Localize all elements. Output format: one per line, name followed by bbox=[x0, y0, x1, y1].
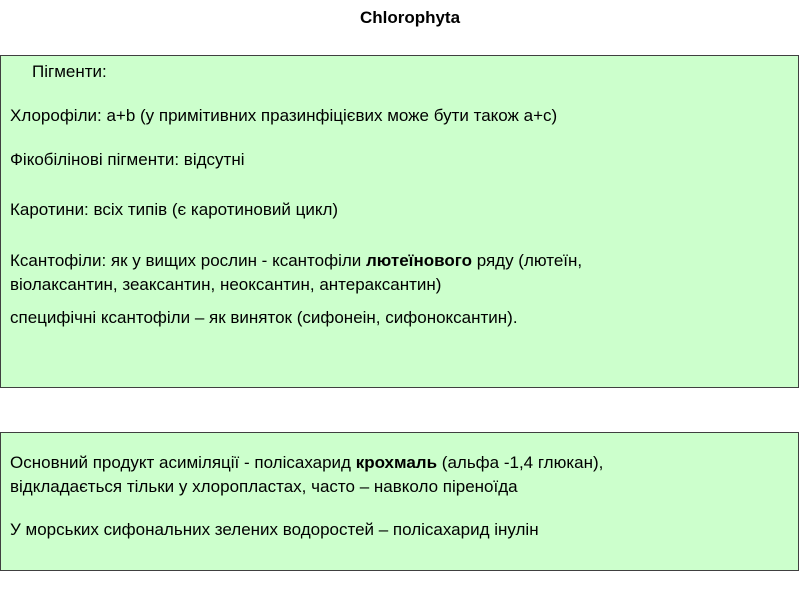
product-box bbox=[0, 432, 799, 571]
xanthophylls-prefix: Ксантофіли: як у вищих рослин - ксантофіли bbox=[10, 251, 366, 270]
assimilation-suffix: (альфа -1,4 глюкан), bbox=[437, 453, 604, 472]
xanthophylls-suffix: ряду (лютеїн, bbox=[471, 251, 583, 270]
slide-title: Chlorophyta bbox=[359, 8, 461, 27]
pigments-box bbox=[0, 55, 799, 388]
xanthophylls-line-1 bbox=[10, 250, 790, 272]
pigments-heading: Пігменти: bbox=[32, 62, 107, 81]
assimilation-line-1 bbox=[10, 452, 790, 474]
assimilation-line-2: відкладається тільки у хлоропластах, часто – навколо піреноїда bbox=[10, 477, 518, 496]
xanthophylls-line-2: віолаксантин, зеаксантин, неоксантин, антераксантин) bbox=[10, 275, 442, 294]
xanthophylls-bold: лютеїнового bbox=[366, 251, 472, 270]
marine-siphonal-text: У морських сифональних зелених водоростей – полісахарид інулін bbox=[10, 520, 539, 539]
assimilation-prefix: Основний продукт асиміляції - полісахарид bbox=[10, 453, 356, 472]
carotenes-text: Каротини: всіх типів (є каротиновий цикл) bbox=[10, 200, 339, 219]
assimilation-bold: крохмаль bbox=[355, 453, 438, 472]
specific-xanthophylls-text: специфічні ксантофіли – як виняток (сифонеін, сифоноксантин). bbox=[10, 308, 518, 327]
phycobilins-text: Фікобілінові пігменти: відсутні bbox=[10, 150, 245, 169]
chlorophylls-text: Хлорофіли: a+b (у примітивних празинфіцієвих може бути також а+с) bbox=[10, 106, 558, 125]
